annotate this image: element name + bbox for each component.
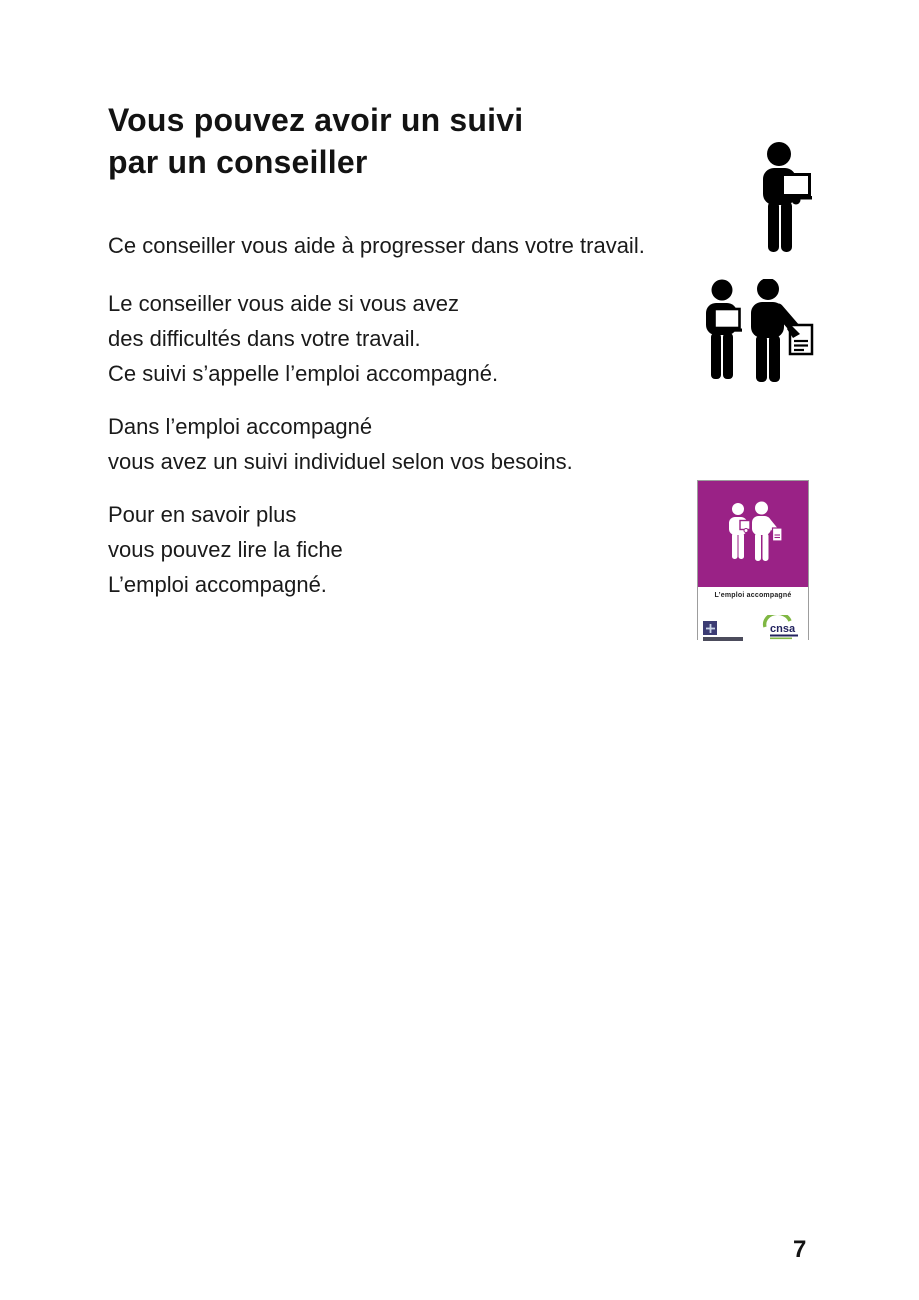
body-text-line: des difficultés dans votre travail. [108,326,421,351]
body-text-line: L’emploi accompagné. [108,572,327,597]
page-title-line2: par un conseiller [108,144,368,180]
page-title-line1: Vous pouvez avoir un suivi [108,102,524,138]
two-people-white-icon [724,501,782,567]
body-text-line: Le conseiller vous aide si vous avez [108,291,459,316]
ministry-logo [703,621,743,641]
page-title [108,99,523,183]
person-with-laptop-icon [752,141,814,254]
body-text-line: vous avez un suivi individuel selon vos besoins. [108,449,573,474]
body-text-line: Dans l’emploi accompagné [108,414,373,439]
page-number: 7 [793,1236,807,1263]
paragraph [108,286,498,391]
fiche-cover [698,481,808,587]
body-text-line: Ce conseiller vous aide à progresser dans votre travail. [108,233,645,258]
ministry-caption-bar [703,637,743,641]
body-text-line: Pour en savoir plus [108,502,297,527]
fiche-title: L’emploi accompagné [714,592,792,599]
paragraph [108,409,573,479]
body-text-line: Ce suivi s’appelle l’emploi accompagné. [108,361,499,386]
ministry-emblem-icon [703,621,717,635]
body-text-line: vous pouvez lire la fiche [108,537,343,562]
paragraph [108,228,645,263]
paragraph [108,497,343,602]
counselor-helping-worker-icon [697,279,815,383]
fiche-emploi-accompagne-thumbnail [697,480,809,640]
cnsa-logo-text: cnsa [770,623,796,635]
fiche-footer [698,592,808,644]
cnsa-logo [761,615,803,641]
